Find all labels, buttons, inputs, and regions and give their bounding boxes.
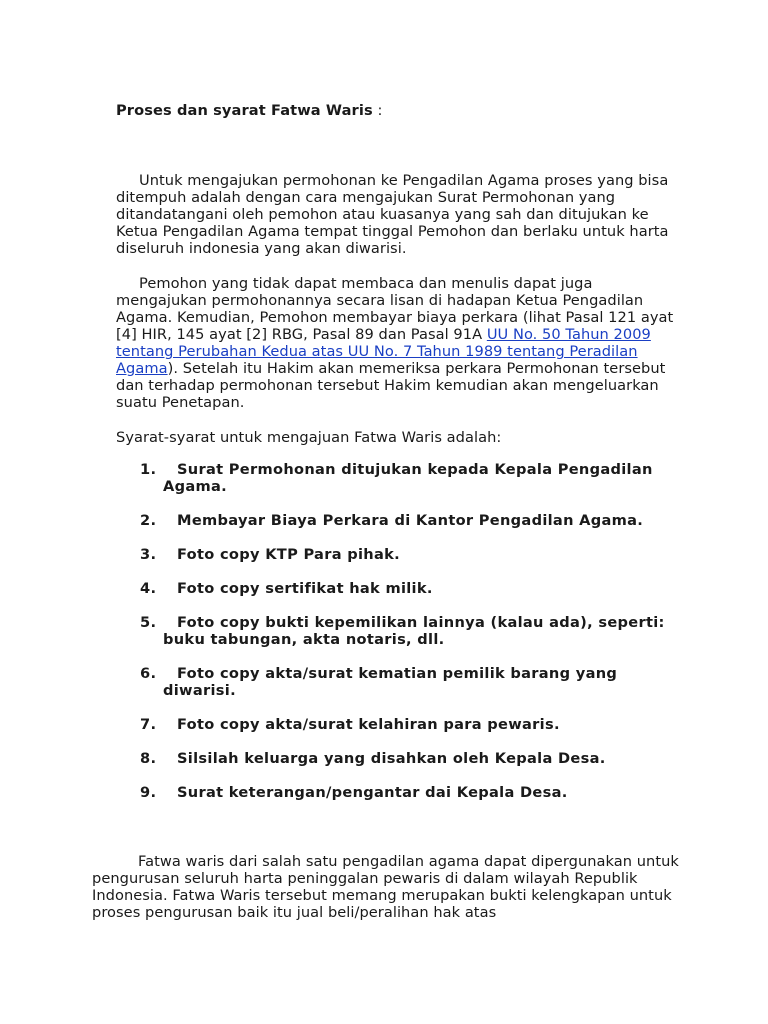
requirements-heading: Syarat-syarat untuk mengajuan Fatwa Waris adalah: — [116, 429, 502, 446]
list-item — [140, 546, 680, 563]
list-number: 5. — [140, 614, 157, 631]
list-number: 7. — [140, 716, 157, 733]
paragraph-text: Pemohon yang tidak dapat membaca dan menulis dapat juga mengajukan permohonannya secara lisan di hadapan Ketua Pengadilan Agama. Kemudian, Pemohon membayar biaya perkara (lihat Pasal 121 ayat [4] HIR, 145 ayat [2] RBG, Pasal 89 dan Pasal 91A — [116, 275, 674, 343]
list-number: 8. — [140, 750, 157, 767]
list-number: 1. — [140, 461, 157, 478]
document-title — [116, 102, 383, 119]
list-item — [140, 750, 680, 767]
paragraph-procedure: Untuk mengajukan permohonan ke Pengadilan Agama proses yang bisa ditempuh adalah dengan cara mengajukan Surat Permohonan yang ditandatangani oleh pemohon atau kuasanya yang sah dan ditujukan ke Ketua Pengadilan Agama tempat tinggal Pemohon dan berlaku untuk harta diseluruh indonesia yang akan diwarisi. — [116, 172, 669, 257]
list-text: Foto copy KTP Para pihak. — [177, 546, 400, 563]
list-text: Membayar Biaya Perkara di Kantor Pengadilan Agama. — [177, 512, 644, 529]
list-number: 4. — [140, 580, 157, 597]
list-number: 2. — [140, 512, 157, 529]
list-text: Foto copy sertifikat hak milik. — [177, 580, 433, 597]
list-number: 3. — [140, 546, 157, 563]
title-suffix: : — [372, 102, 383, 119]
paragraph-text: ). Setelah itu Hakim akan memeriksa perkara Permohonan tersebut dan terhadap permohonan tersebut Hakim kemudian akan mengeluarkan suatu Penetapan. — [116, 360, 666, 411]
list-item — [140, 580, 680, 597]
law-reference-link[interactable]: UU No. 50 Tahun 2009 tentang Perubahan Kedua atas UU No. 7 Tahun 1989 tentang Peradilan Agama — [116, 326, 651, 377]
list-item — [140, 614, 680, 648]
list-text: Surat Permohonan ditujukan kepada Kepala Pengadilan Agama. — [163, 461, 653, 495]
list-text: Foto copy akta/surat kelahiran para pewaris. — [177, 716, 560, 733]
paragraph-oral-application — [116, 275, 678, 411]
list-text: Silsilah keluarga yang disahkan oleh Kepala Desa. — [177, 750, 606, 767]
list-item — [140, 512, 680, 529]
list-number: 6. — [140, 665, 157, 682]
list-item — [140, 784, 680, 801]
list-text: Foto copy bukti kepemilikan lainnya (kalau ada), seperti: buku tabungan, akta notaris, dll. — [163, 614, 665, 648]
list-text: Surat keterangan/pengantar dai Kepala Desa. — [177, 784, 568, 801]
list-item — [140, 716, 680, 733]
list-item — [140, 665, 680, 699]
requirements-list — [140, 461, 680, 818]
list-item — [140, 461, 680, 495]
title-text: Proses dan syarat Fatwa Waris — [116, 102, 373, 119]
list-text: Foto copy akta/surat kematian pemilik barang yang diwarisi. — [163, 665, 618, 699]
list-number: 9. — [140, 784, 157, 801]
paragraph-fatwa-usage: Fatwa waris dari salah satu pengadilan agama dapat dipergunakan untuk pengurusan seluruh harta peninggalan pewaris di dalam wilayah Republik Indonesia. Fatwa Waris tersebut memang merupakan bukti kelengkapan untuk proses pengurusan baik itu jual beli/peralihan hak atas — [92, 853, 679, 921]
